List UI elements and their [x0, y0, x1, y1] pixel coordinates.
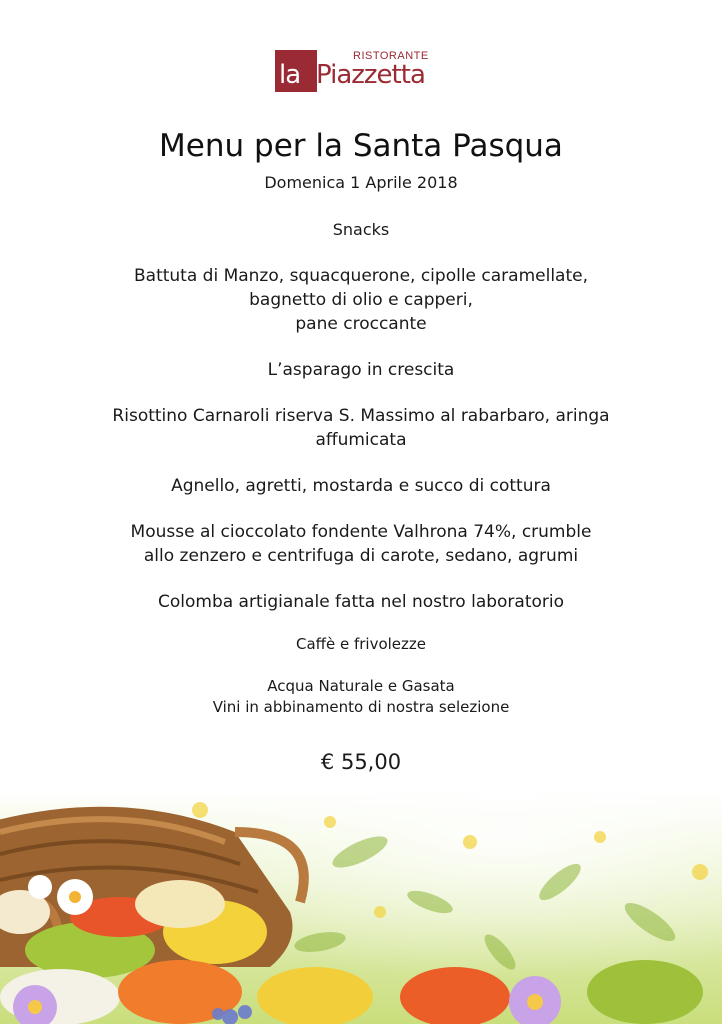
- logo-ristorante-text: RISTORANTE: [353, 50, 429, 62]
- course-5: [0, 520, 722, 568]
- course-4-line-1: Agnello, agretti, mostarda e succo di cottura: [171, 476, 551, 496]
- drinks-block: [0, 676, 722, 718]
- restaurant-logo: [275, 50, 440, 94]
- menu-price: € 55,00: [320, 750, 402, 774]
- logo-la-text: la: [279, 60, 301, 90]
- menu-date: Domenica 1 Aprile 2018: [264, 173, 458, 192]
- section-heading: Snacks: [332, 220, 390, 239]
- course-1-line-2: bagnetto di olio e capperi,: [249, 290, 473, 310]
- course-2: [0, 358, 722, 382]
- logo-name-text: Piazzetta: [316, 60, 425, 90]
- course-1-line-3: pane croccante: [295, 314, 427, 334]
- drinks-line-1: Acqua Naturale e Gasata: [267, 677, 455, 695]
- course-1-line-1: Battuta di Manzo, squacquerone, cipolle caramellate,: [133, 266, 588, 286]
- course-3-line-2: affumicata: [315, 430, 407, 450]
- easter-eggs-basket-image: [0, 792, 722, 1024]
- course-4: [0, 474, 722, 498]
- coffee-line: Caffè e frivolezze: [295, 635, 427, 653]
- course-6-line-1: Colomba artigianale fatta nel nostro laboratorio: [157, 592, 565, 612]
- course-3-line-1: Risottino Carnaroli riserva S. Massimo al rabarbaro, aringa: [112, 406, 610, 426]
- course-3: [0, 404, 722, 452]
- menu-title: Menu per la Santa Pasqua: [159, 128, 563, 164]
- drinks-line-2: Vini in abbinamento di nostra selezione: [212, 698, 510, 716]
- course-5-line-1: Mousse al cioccolato fondente Valhrona 74%, crumble: [130, 522, 592, 542]
- course-6: [0, 590, 722, 614]
- course-2-line-1: L’asparago in crescita: [267, 360, 455, 380]
- course-5-line-2: allo zenzero e centrifuga di carote, sedano, agrumi: [143, 546, 579, 566]
- course-1: [0, 264, 722, 336]
